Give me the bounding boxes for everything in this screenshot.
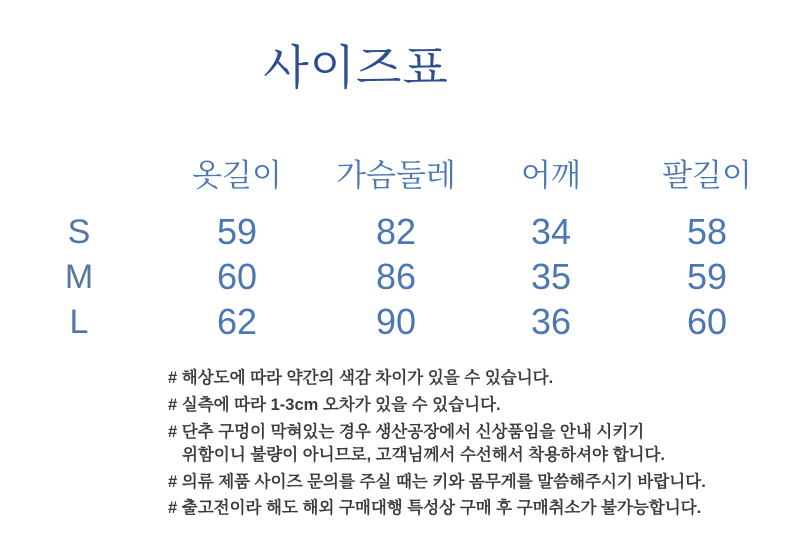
table-cell: 82: [375, 211, 417, 252]
table-cell: 62: [216, 301, 258, 342]
table-header-row: [0, 149, 788, 195]
notes-section: [168, 368, 706, 518]
table-cell: 90: [375, 301, 417, 342]
table-cell: 34: [530, 211, 572, 252]
note-line: # 실측에 따라 1-3cm 오차가 있을 수 있습니다.: [168, 396, 501, 414]
page-title: 사이즈표: [263, 41, 449, 94]
table-cell: 58: [686, 211, 728, 252]
table-cell: 60: [686, 301, 728, 342]
note-line: # 해상도에 따라 약간의 색감 차이가 있을 수 있습니다.: [168, 369, 554, 387]
note-line: # 의류 제품 사이즈 문의를 주실 때는 키와 몸무게를 말씀해주시기 바랍니다.: [168, 473, 706, 491]
table-row: [0, 254, 788, 300]
column-header-shoulder: 어깨: [521, 157, 581, 193]
row-label: S: [67, 212, 91, 251]
note-line: # 출고전이라 해도 해외 구매대행 특성상 구매 후 구매취소가 불가능합니다.: [168, 499, 702, 517]
table-row: [0, 209, 788, 255]
table-row: [0, 299, 788, 345]
column-header-garment-length: 옷길이: [192, 157, 282, 193]
note-line-continuation: 위함이니 불량이 아니므로, 고객님께서 수선해서 착용하셔야 합니다.: [182, 446, 665, 464]
note-line: # 단추 구멍이 막혀있는 경우 생산공장에서 신상품임을 안내 시키기: [168, 423, 645, 441]
table-cell: 86: [375, 256, 417, 297]
column-header-chest: 가슴둘레: [336, 157, 456, 193]
row-label: M: [64, 257, 94, 296]
table-cell: 59: [216, 211, 258, 252]
row-label: L: [69, 302, 89, 341]
table-cell: 35: [530, 256, 572, 297]
table-cell: 59: [686, 256, 728, 297]
column-header-sleeve: 팔길이: [662, 157, 752, 193]
table-cell: 60: [216, 256, 258, 297]
table-cell: 36: [530, 301, 572, 342]
